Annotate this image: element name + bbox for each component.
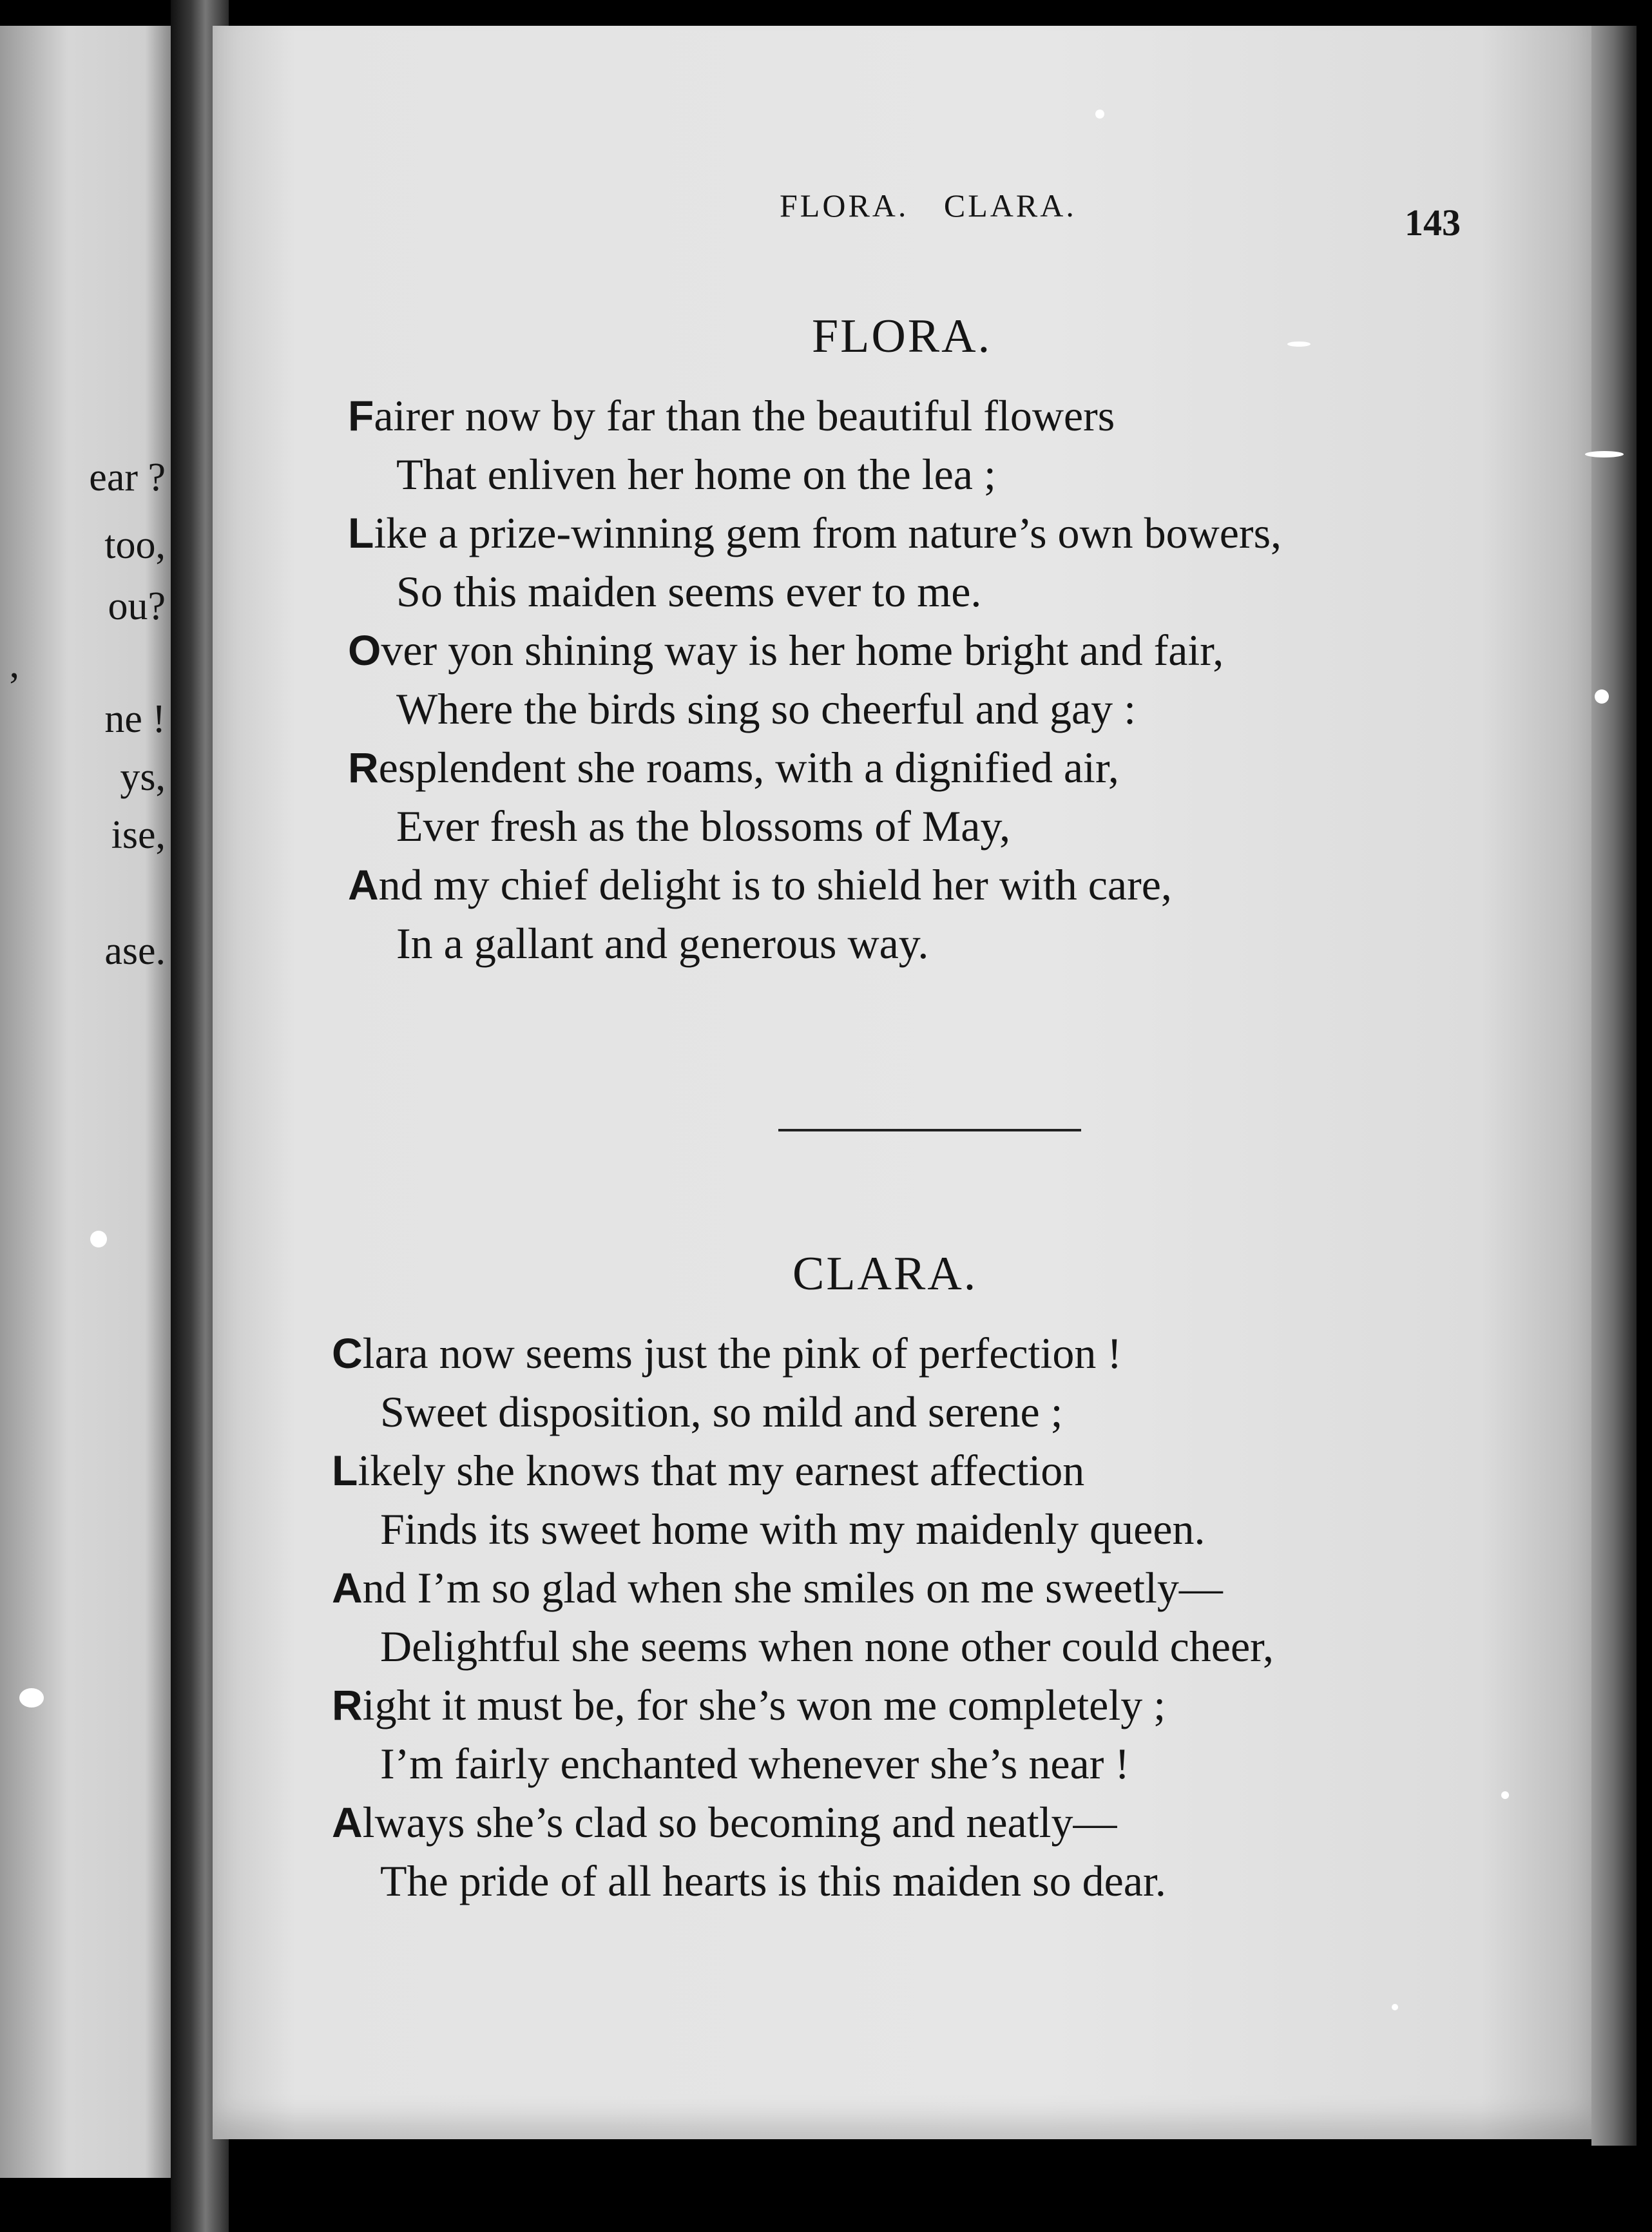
scan-speck [1501, 1791, 1509, 1799]
running-head: FLORA. CLARA. [780, 188, 1077, 224]
scan-speck [1287, 342, 1311, 347]
poem-line [348, 504, 1282, 563]
acrostic-initial: A [332, 1798, 363, 1846]
line-text: nd I’m so glad when she smiles on me sweetly— [362, 1563, 1223, 1612]
page-edge-shadow [1591, 26, 1637, 2146]
poem-line [332, 1383, 1274, 1441]
left-page-fragment: ne ! [104, 697, 166, 741]
line-text: nd my chief delight is to shield her with care, [378, 860, 1172, 909]
line-text: I’m fairly enchanted whenever she’s near ! [380, 1739, 1130, 1788]
poem-line [332, 1735, 1274, 1793]
section-divider [778, 1129, 1081, 1131]
left-facing-page [0, 26, 171, 2178]
poem-line [348, 914, 1282, 973]
acrostic-initial: L [332, 1447, 358, 1494]
acrostic-initial: A [332, 1564, 363, 1611]
poem-line [332, 1617, 1274, 1676]
poem-line [332, 1559, 1274, 1617]
line-text: Ever fresh as the blossoms of May, [396, 802, 1011, 851]
poem-line [348, 680, 1282, 738]
line-text: That enliven her home on the lea ; [396, 450, 996, 499]
poem-line [348, 738, 1282, 797]
acrostic-initial: C [332, 1329, 363, 1377]
line-text: ike a prize-winning gem from nature’s own bowers, [374, 508, 1282, 557]
acrostic-initial: F [348, 392, 374, 439]
line-text: The pride of all hearts is this maiden so dear. [380, 1856, 1166, 1905]
acrostic-initial: O [348, 626, 381, 674]
poem-line [348, 797, 1282, 856]
line-text: airer now by far than the beautiful flowers [374, 391, 1115, 440]
poem-clara [332, 1324, 1274, 1910]
line-text: So this maiden seems ever to me. [396, 567, 982, 616]
line-text: Finds its sweet home with my maidenly queen. [380, 1505, 1205, 1554]
poem-title-clara: CLARA. [792, 1247, 978, 1300]
left-page-fragment: ear ? [89, 456, 166, 499]
left-page-fragment: ase. [104, 929, 166, 973]
poem-line [348, 856, 1282, 914]
scan-speck [1595, 689, 1609, 704]
poem-line [332, 1676, 1274, 1735]
scan-speck [1392, 2004, 1398, 2010]
poem-line [332, 1793, 1274, 1852]
line-text: ight it must be, for she’s won me completely ; [362, 1680, 1166, 1729]
acrostic-initial: L [348, 509, 374, 557]
left-page-fragment: ou? [108, 584, 166, 628]
poem-line [332, 1324, 1274, 1383]
poem-line [348, 387, 1282, 445]
line-text: Where the birds sing so cheerful and gay : [396, 684, 1137, 733]
acrostic-initial: A [348, 861, 379, 909]
scan-speck [1585, 451, 1624, 457]
poem-title-flora: FLORA. [812, 310, 992, 363]
line-text: ver yon shining way is her home bright and fair, [381, 626, 1224, 675]
left-page-fragment: ys, [120, 755, 166, 799]
left-page-fragment: ise, [111, 813, 166, 857]
line-text: lways she’s clad so becoming and neatly— [362, 1798, 1117, 1847]
line-text: In a gallant and generous way. [396, 919, 929, 968]
scan-speck [19, 1688, 44, 1708]
line-text: Delightful she seems when none other could cheer, [380, 1622, 1274, 1671]
line-text: esplendent she roams, with a dignified air, [378, 743, 1119, 792]
poem-flora [348, 387, 1282, 973]
poem-line [348, 445, 1282, 504]
poem-line [332, 1441, 1274, 1500]
left-page-fragment: too, [104, 523, 166, 567]
poem-line [348, 621, 1282, 680]
poem-line [332, 1852, 1274, 1910]
page-number: 143 [1405, 202, 1461, 244]
acrostic-initial: R [332, 1681, 363, 1729]
poem-line [332, 1500, 1274, 1559]
scan-speck [1095, 110, 1104, 119]
acrostic-initial: R [348, 744, 379, 791]
poem-line [348, 563, 1282, 621]
scan-speck [90, 1231, 107, 1247]
line-text: lara now seems just the pink of perfection ! [362, 1329, 1122, 1378]
line-text: ikely she knows that my earnest affection [358, 1446, 1085, 1495]
left-page-fragment: , [9, 642, 19, 686]
line-text: Sweet disposition, so mild and serene ; [380, 1387, 1063, 1436]
